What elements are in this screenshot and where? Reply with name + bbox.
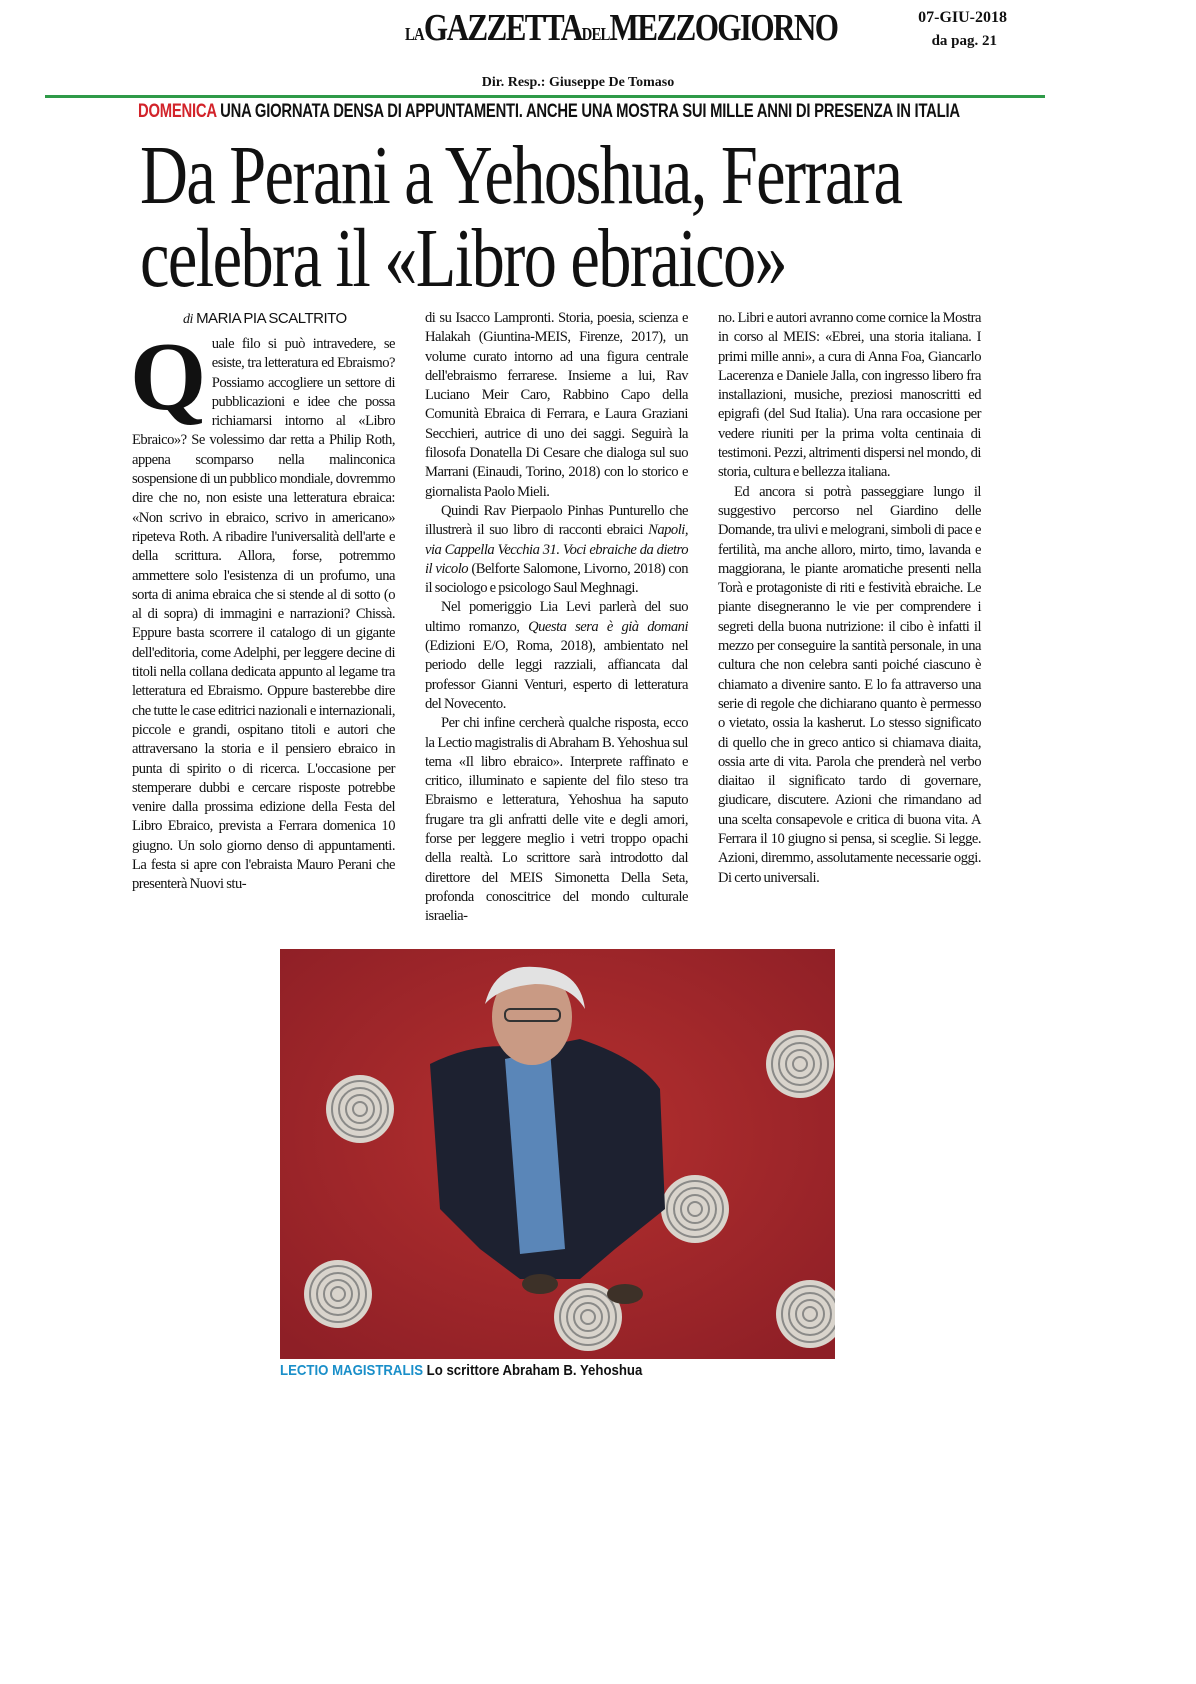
kicker-label: DOMENICA <box>138 101 217 122</box>
caption-text: Lo scrittore Abraham B. Yehoshua <box>426 1361 643 1379</box>
director-line: Dir. Resp.: Giuseppe De Tomaso <box>481 75 675 90</box>
issue-date: 07-GIU-2018 <box>918 9 1007 26</box>
paragraph-text: (Belforte Salomone, Livorno, 2018) con il sociologo e psicologo Saul Meghnagi. <box>425 560 688 597</box>
headline-line-2: celebra il «Libro ebraico» <box>140 212 787 305</box>
paragraph-text: Quindi Rav Pierpaolo Pinhas Punturello che illustrerà il suo libro di racconti ebraici <box>425 502 688 539</box>
drop-cap: Q <box>130 323 206 431</box>
floor-disc <box>766 1030 834 1098</box>
paragraph: di su Isacco Lampronti. Storia, poesia, scienza e Halakah (Giuntina-MEIS, Firenze, 2017), un volume curato intorno ad una figura centrale dell'ebraismo ferrarese. Insieme a lui, Rav Luciano Meir Caro, Rabbino Capo della Comunità Ebraica di Ferrara, e Laura Graziani Secchieri, autrice di uno dei saggi. Seguirà la filosofa Donatella Di Cesare che dialoga sul suo Marrani (Einaudi, Torino, 2018) con lo storico e giornalista Paolo Mieli. <box>425 310 688 500</box>
paragraph: Ed ancora si potrà passeggiare lungo il suggestivo percorso nel Giardino delle Domande, tra ulivi e melograni, simboli di pace e fertilità, ma anche alloro, mirto, timo, lavanda e maggiorana, le piante aromatiche presenti nella Torà e protagoniste di riti e festività ebraiche. Le piante disegneranno le vie per comprendere i segreti della buona nutrizione: il cibo è infatti il mezzo per conseguire la santità personale, in una cultura che non celebra santi poiché ciascuno è chiamato a divenire santo. E lo fa attraverso una serie di regole che dichiarano quanto è permesso o vietato, ossia la kasherut. Lo stesso significato di quello che in greco antico si chiamava diaita, ossia arte di vita. Parola che prenderà nel verbo diaitao il significato tardo di governare, giudicare, discutere. Azioni che rimandano ad una scelta consapevole e critica di buona vita. A Ferrara il 10 giugno si pensa, si sceglie. Si legge. Azioni, diremmo, assolutamente necessarie oggi. Di certo universali. <box>718 483 981 886</box>
paragraph: Per chi infine cercherà qualche risposta, ecco la Lectio magistralis di Abraham B. Yehoshua sul tema «Il libro ebraico». Interprete raffinato e critico, illuminato e sapiente del filo steso tra Ebraismo e letteratura, Yehoshua ha saputo frugare tra gli anfratti delle vite e degli amori, forse per leggere meglio i vetri troppo opachi della realtà. Lo scrittore sarà introdotto dal direttore del MEIS Simonetta Della Seta, profonda conoscitrice del mondo culturale israelia- <box>425 715 688 925</box>
paragraph: no. Libri e autori avranno come cornice la Mostra in corso al MEIS: «Ebrei, una storia italiana. I primi mille anni», a cura di Anna Foa, Giancarlo Lacerenza e Daniele Jalla, con ingresso libero fra installazioni, musiche, preziosi manoscritti ed epigrafi (del Sud Italia). Una rara occasione per vedere riuniti per la prima volta centinaia di testimoni. Pezzi, altrimenti dispersi nel mondo, di storia, cultura e bellezza italiana. <box>718 310 981 481</box>
byline-author: MARIA PIA SCALTRITO <box>196 310 347 327</box>
book-title: Napoli, via Cappella Vecchia 31. Voci ebraiche da dietro il vicolo <box>425 522 688 577</box>
logo-la: LA <box>405 24 424 44</box>
book-title: Questa sera è già domani <box>528 618 688 635</box>
paragraph-text: (Edizioni E/O, Roma, 2018), ambientato nel periodo delle leggi razziali, affiancata dal professor Gianni Venturi, esperto di letteratura del Novecento. <box>425 638 688 712</box>
photo-yehoshua <box>280 949 835 1359</box>
green-divider <box>45 95 1045 98</box>
kicker <box>138 101 960 123</box>
floor-disc <box>661 1175 729 1243</box>
page-number: da pag. 21 <box>931 33 997 49</box>
article-body <box>132 309 984 1380</box>
logo-mezzogiorno: MEZZOGIORNO <box>609 7 838 49</box>
caption-label: LECTIO MAGISTRALIS <box>280 1361 423 1379</box>
floor-disc <box>304 1260 372 1328</box>
paragraph <box>425 598 688 714</box>
logo-gazzetta: GAZZETTA <box>423 7 582 49</box>
article-column-2 <box>425 309 688 927</box>
headline-line-1: Da Perani a Yehoshua, Ferrara <box>140 129 902 222</box>
article-column-3 <box>718 309 981 888</box>
kicker-text: UNA GIORNATA DENSA DI APPUNTAMENTI. ANCHE UNA MOSTRA SUI MILLE ANNI DI PRESENZA IN ITALIA <box>220 101 960 122</box>
article-column-1 <box>132 309 395 895</box>
newspaper-logo <box>405 6 837 56</box>
paragraph <box>425 502 688 598</box>
photo-caption <box>280 1362 900 1380</box>
article-columns <box>132 309 984 927</box>
byline-prefix: di <box>183 312 193 327</box>
paragraph <box>130 323 395 895</box>
paragraph-text: Nel pomeriggio Lia Levi parlerà del suo ultimo romanzo, <box>425 599 688 635</box>
paragraph-text: uale filo si può intravedere, se esiste, tra letteratura ed Ebraismo? Possiamo accogliere un settore di pubblicazioni e idee che possa richiamarsi intorno al «Libro Ebraico»? Se volessimo dar retta a Philip Roth, appena scomparso nella malinconica sospensione di un pubblico mondiale, dovremmo dire che no, non esiste una letteratura ebraica: «Non scrivo in ebraico, scrivo in americano» ripeteva Roth. A ribadire l'universalità dell'arte e della scrittura. Allora, forse, potremmo ammettere solo l'esistenza di un profumo, una sorta di anima ebraica che si stende al di sotto (o al di sopra) di immagini e narrazioni? Chissà. Eppure basta scorrere il catalogo di un gigante dell'editoria, come Adelphi, per leggere decine di titoli nella collana dedicata appunto al legame tra letteratura ed Ebraismo. Oppure basterebbe dire che tutte le case editrici nazionali e internazionali, piccole e grandi, ospitano titoli e autori che attraversano la storia e il pensiero ebraico in punta di spirito o di ricerca. L'occasione per stemperare dubbi e cercare risposte potrebbe venire dalla prossima edizione della Festa del Libro Ebraico, prevista a Ferrara domenica 10 giugno. Un solo giorno denso di appuntamenti. La festa si apre con l'ebraista Mauro Perani che presenterà Nuovi stu- <box>132 336 395 893</box>
byline <box>183 309 395 329</box>
logo-del: DEL <box>581 24 610 44</box>
floor-disc <box>326 1075 394 1143</box>
